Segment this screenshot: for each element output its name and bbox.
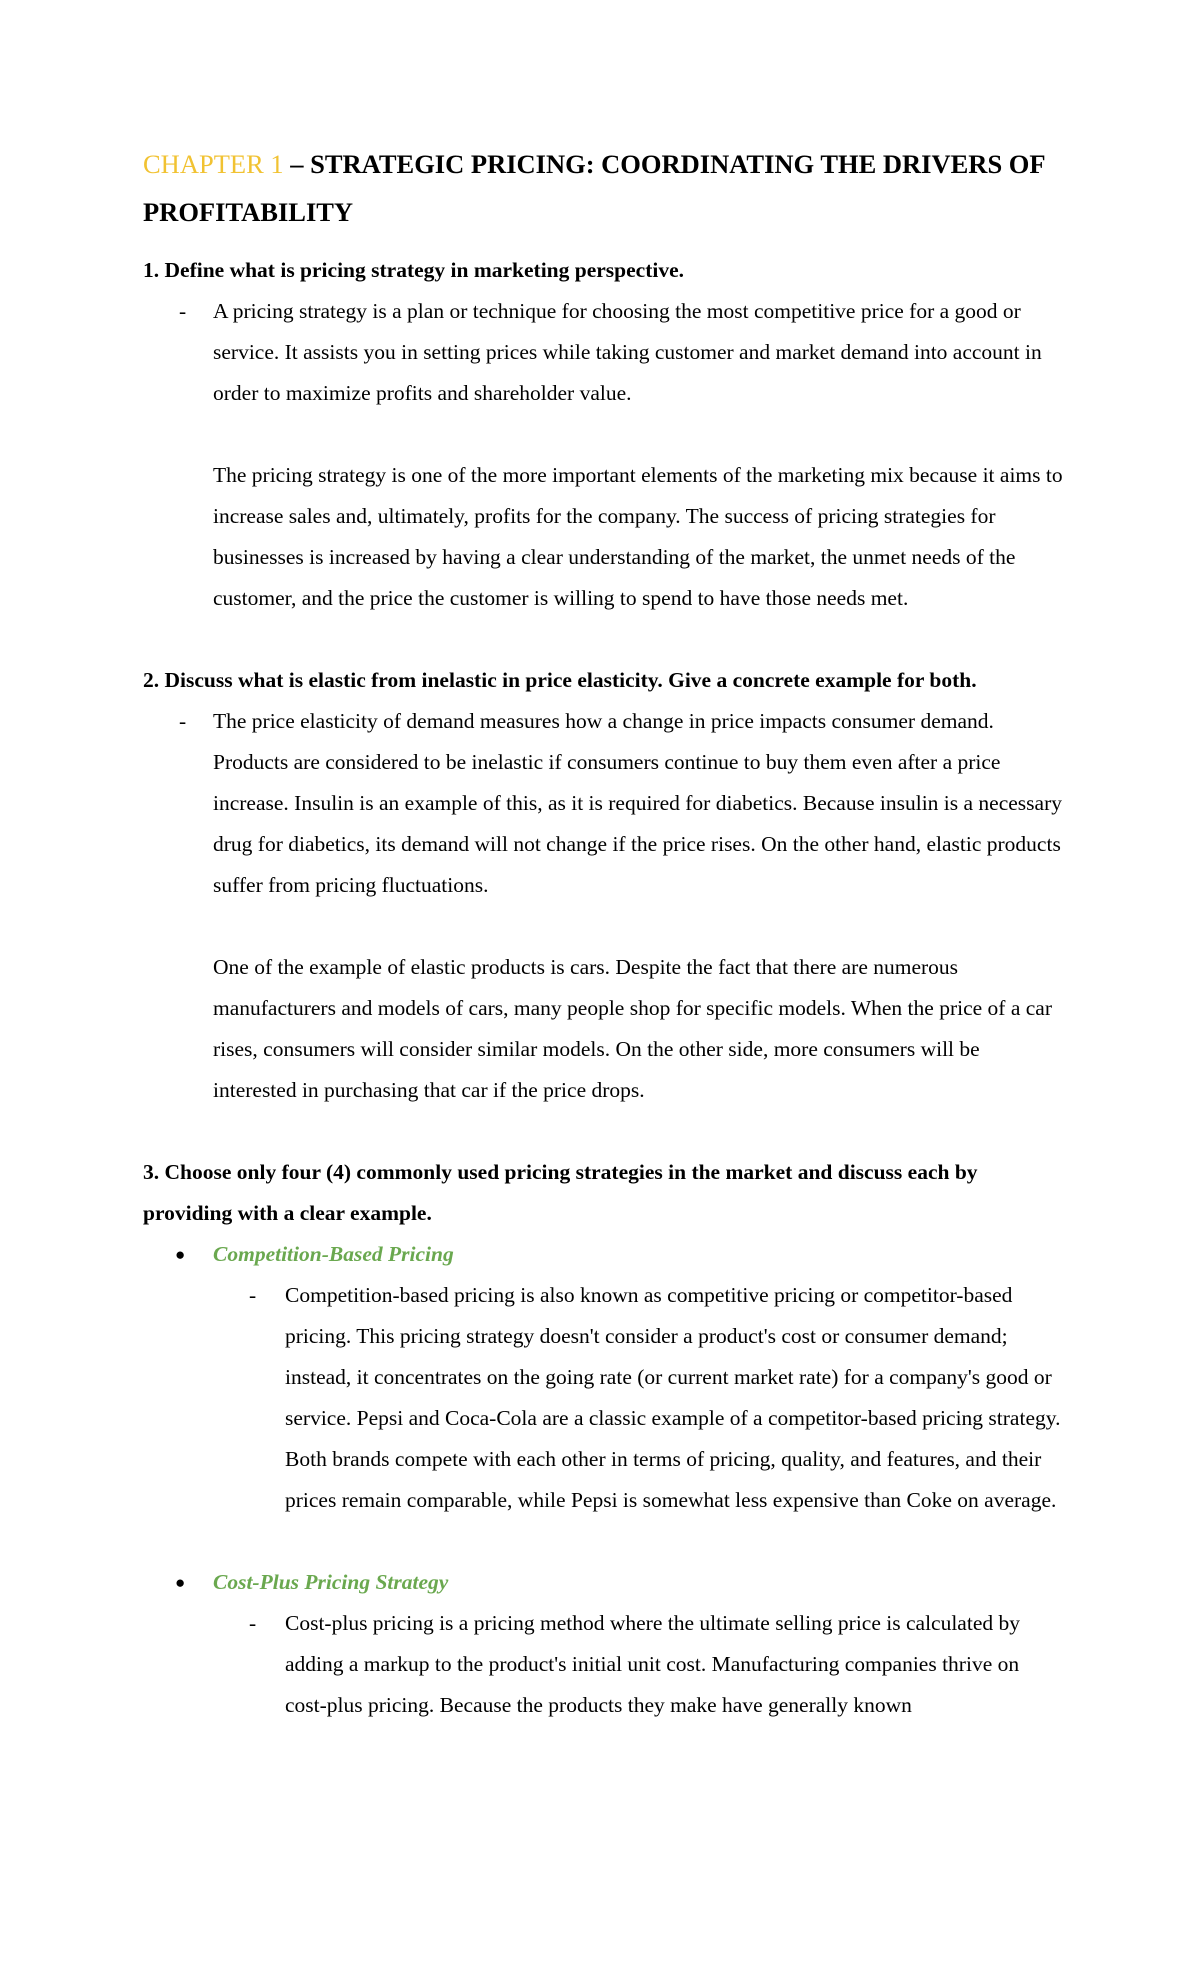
question-1-heading: 1. Define what is pricing strategy in marketing perspective. <box>143 258 685 282</box>
document-body <box>143 140 1063 1726</box>
strategy-description <box>213 1603 1063 1726</box>
strategy-item <box>143 1562 1063 1603</box>
strategy-description <box>213 1275 1063 1521</box>
bullet-icon: ● <box>175 1573 186 1592</box>
question-2-answer <box>143 701 1063 906</box>
question-1-answer-paragraph-2: The pricing strategy is one of the more important elements of the marketing mix because it aims to increase sales and, ultimately, profits for the company. The success of pricing strategies for businesses is increased by having a clear understanding of the market, the unmet needs of the customer, and the price the customer is willing to spend to have those needs met. <box>213 463 1063 610</box>
dash-marker: - <box>179 709 187 733</box>
strategy-name-cost-plus: Cost-Plus Pricing Strategy <box>213 1570 449 1594</box>
dash-marker: - <box>179 299 187 323</box>
question-2-answer-paragraph-2: One of the example of elastic products is cars. Despite the fact that there are numerous manufacturers and models of cars, many people shop for specific models. When the price of a car rises, consumers will consider similar models. On the other side, more consumers will be interested in purchasing that car if the price drops. <box>213 955 1052 1102</box>
question-2-heading: 2. Discuss what is elastic from inelastic in price elasticity. Give a concrete example for both. <box>143 668 977 692</box>
strategy-text-competition-based: Competition-based pricing is also known as competitive pricing or competitor-based pricing. This pricing strategy doesn't consider a product's cost or consumer demand; instead, it concentrates on the going rate (or current market rate) for a company's good or service. Pepsi and Coca-Cola are a classic example of a competitor-based pricing strategy. Both brands compete with each other in terms of pricing, quality, and features, and their prices remain comparable, while Pepsi is somewhat less expensive than Coke on average. <box>285 1283 1061 1512</box>
question-2-answer-paragraph-1: The price elasticity of demand measures how a change in price impacts consumer demand. Products are considered to be inelastic if consumers continue to buy them even after a price increase. Insulin is an example of this, as it is required for diabetics. Because insulin is a necessary drug for diabetics, its demand will not change if the price rises. On the other hand, elastic products suffer from pricing fluctuations. <box>213 709 1062 897</box>
strategy-text-cost-plus: Cost-plus pricing is a pricing method where the ultimate selling price is calculated by adding a markup to the product's initial unit cost. Manufacturing companies thrive on cost-plus pricing. Because the products they make have generally known <box>285 1611 1020 1717</box>
strategy-name-competition-based: Competition-Based Pricing <box>213 1242 454 1266</box>
chapter-title-text: – STRATEGIC PRICING: COORDINATING THE DRIVERS OF PROFITABILITY <box>143 149 1045 227</box>
dash-marker: - <box>249 1283 257 1307</box>
dash-marker: - <box>249 1611 257 1635</box>
bullet-icon: ● <box>175 1245 186 1264</box>
question-3-heading: 3. Choose only four (4) commonly used pricing strategies in the market and discuss each by providing with a clear example. <box>143 1160 978 1225</box>
chapter-title <box>143 140 1063 236</box>
strategy-item <box>143 1234 1063 1275</box>
question-1-answer <box>143 291 1063 414</box>
chapter-number: CHAPTER 1 <box>143 149 284 179</box>
question-1-answer-paragraph-1: A pricing strategy is a plan or technique for choosing the most competitive price for a good or service. It assists you in setting prices while taking customer and market demand into account in order to maximize profits and shareholder value. <box>213 299 1042 405</box>
